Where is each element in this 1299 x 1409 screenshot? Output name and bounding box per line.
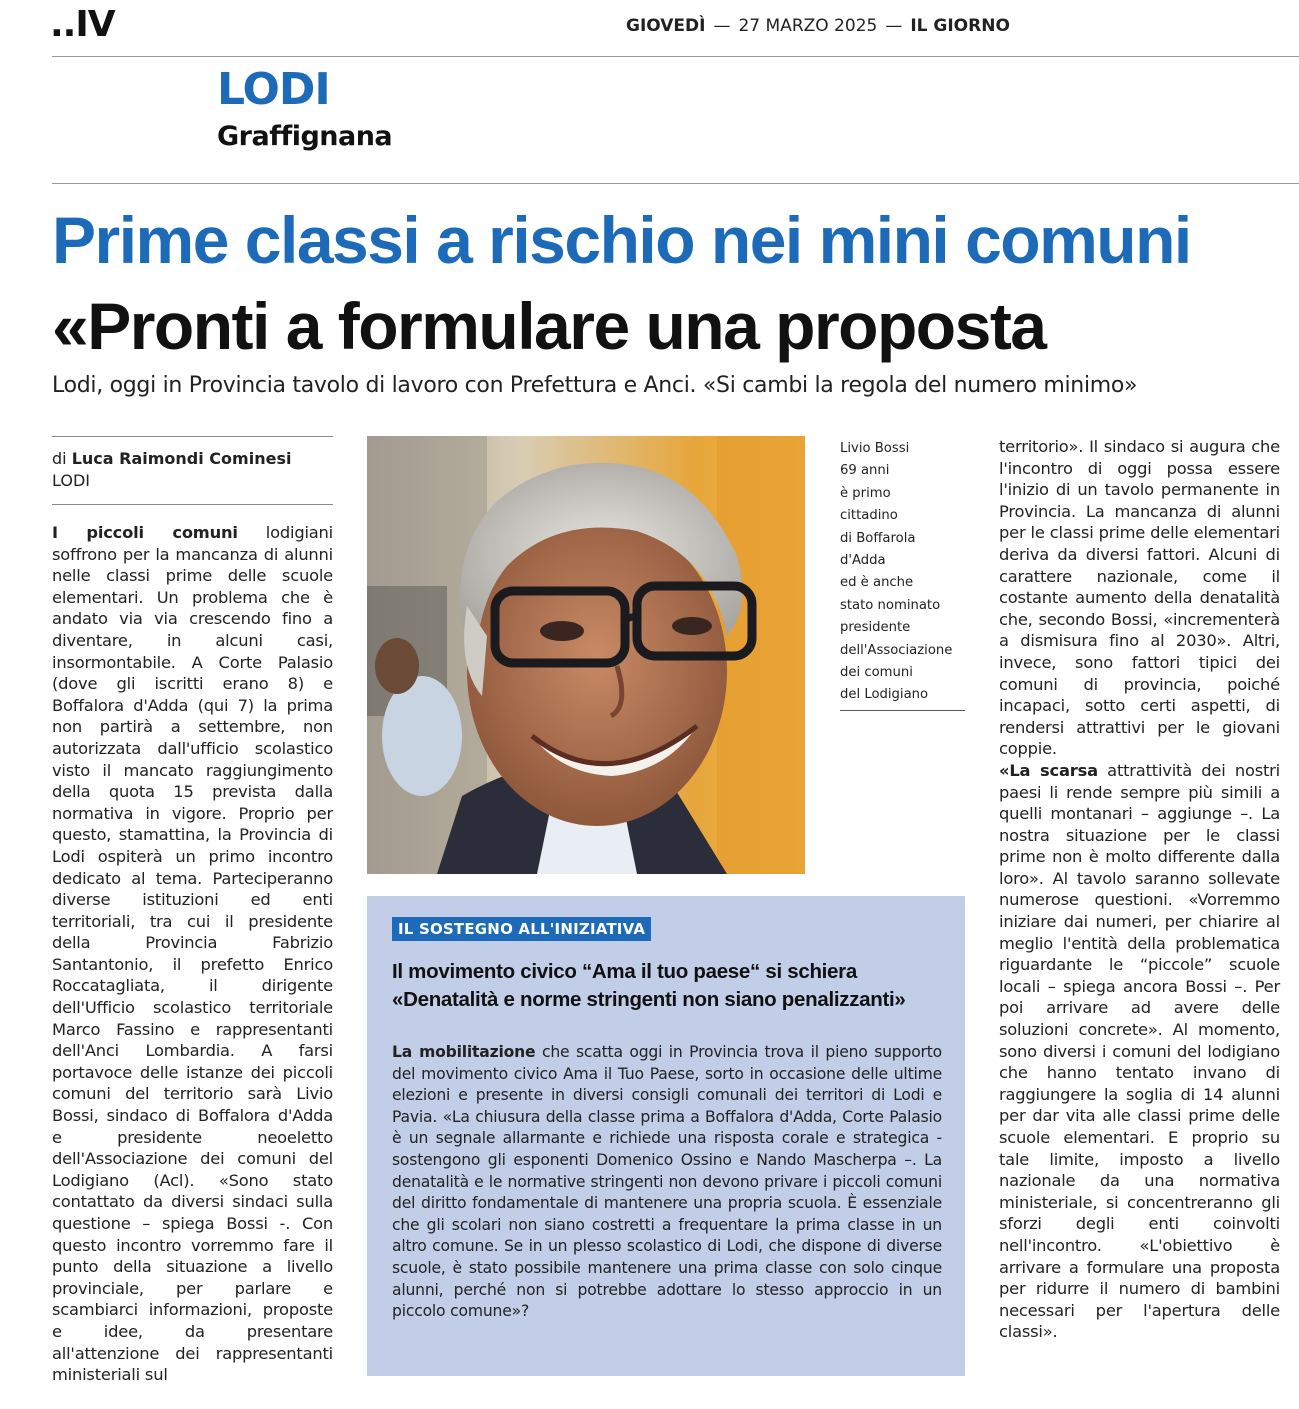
portrait-image	[367, 436, 805, 874]
portrait-photo	[367, 436, 805, 874]
dateline	[626, 16, 1010, 36]
section-subtitle: Graffignana	[217, 121, 393, 152]
sidebar-title-line: Il movimento civico “Ama il tuo paese“ si schiera	[392, 960, 857, 983]
caption-line: dell'Associazione	[840, 642, 953, 658]
sidebar-title	[392, 958, 952, 1014]
caption-line: cittadino	[840, 508, 898, 524]
section-title: LODI	[217, 64, 330, 115]
column-lead: «La scarsa	[999, 760, 1098, 780]
caption-line: 69 anni	[840, 463, 890, 479]
sidebar-tag: IL SOSTEGNO ALL'INIZIATIVA	[392, 917, 651, 941]
headline: Prime classi a rischio nei mini comuni	[52, 203, 1191, 277]
caption-rule	[840, 710, 965, 711]
sidebar-title-line: «Denatalità e norme stringenti non siano penalizzanti»	[392, 988, 906, 1011]
caption-line: del Lodigiano	[840, 687, 929, 703]
column-text: attrattività dei nostri paesi li rende sempre più simili a quelli montanari – aggiunge –. La nostra situazione per le classi prime non è molto differente dalla loro». Al tavolo saranno sollevate numerose questioni. «Vorremmo iniziare dai numeri, per chiarire al meglio l'entità della problematica riguardante le “piccole” scuole locali – spiega ancora Bossi –. Per poi arrivare ad avere delle soluzioni concrete». Al momento, sono diversi i comuni del lodigiano che hanno tentato invano di raggiungere la soglia di 14 alunni per dar vita alle classi prime delle scuole elementari. E proprio su tale limite, imposto a livello nazionale da una normativa ministeriale, si concentreranno gli sforzi degli enti coinvolti nell'incontro. «L'obiettivo è arrivare a formulare una proposta per ridurre il numero di bambini necessari per l'apertura delle classi».	[999, 760, 1280, 1342]
caption-line: Livio Bossi	[840, 441, 910, 456]
caption-line: ed è anche	[840, 575, 914, 591]
caption-line: d'Adda	[840, 553, 886, 569]
article-column-3	[999, 436, 1280, 1343]
column-text: lodigiani soffrono per la mancanza di alunni nelle classi prime delle scuole elementari. Un problema che è andato via via crescendo fino a diventare, in alcuni casi, insormontabile. A Corte Palasio (dove gli iscritti erano 8) e Boffalora d'Adda (qui 7) la prima non partirà a settembre, non autorizzata dall'ufficio scolastico visto il mancato raggiungimento della quota 15 prevista dalla normativa in vigore. Proprio per questo, stamattina, la Provincia di Lodi ospiterà un primo incontro dedicato al tema. Parteciperanno diverse istituzioni ed enti territoriali, tra cui il presidente della Provincia Fabrizio Santantonio, il prefetto Enrico Roccatagliata, il dirigente dell'Ufficio scolastico territoriale Marco Fassino e rappresentanti dell'Anci Lombardia. A farsi portavoce delle istanze dei piccoli comuni del territorio sarà Livio Bossi, sindaco di Boffalora d'Adda e presidente neoeletto dell'Associazione dei comuni del Lodigiano (Acl). «Sono stato contattato da diversi sindaci sulla questione – spiega Bossi -. Con questo incontro vorremmo fare il punto della situazione a livello provinciale, per parlare e scambiarci informazioni, proposte e idee, da presentare all'attenzione dei rappresentanti ministeriali sul	[52, 523, 333, 1385]
dateline-newspaper: IL GIORNO	[910, 16, 1010, 36]
byline-rule-top	[52, 436, 333, 437]
author-name: Luca Raimondi Cominesi	[71, 449, 292, 468]
header-rule	[52, 56, 1299, 57]
photo-caption	[840, 438, 965, 707]
caption-line: dei comuni	[840, 665, 913, 681]
byline-rule-bottom	[52, 504, 333, 505]
headline-secondary: «Pronti a formulare una proposta	[52, 289, 1046, 363]
dateline-separator: —	[713, 16, 731, 36]
sidebar-box	[367, 896, 965, 1376]
sidebar-text: che scatta oggi in Provincia trova il pieno supporto del movimento civico Ama il Tuo Paese, sorto in occasione delle ultime elezioni e presente in diversi consigli comunali dei territori di Lodi e Pavia. «La chiusura della classe prima a Boffalora d'Adda, Corte Palasio è un segnale allarmante e richiede una risposta corale e strategica - sostengono gli esponenti Domenico Ossino e Nando Mascherpa –. La denatalità e le normative stringenti non devono privare i piccoli comuni del diritto fondamentale di mantenere una propria scuola. È essenziale che gli scolari non siano costretti a frequentare la prima classe in un altro comune. Se in un plesso scolastico di Lodi, che dispone di diverse scuole, è stato possibile mantenere una prima classe con solo cinque alunni, perché non si potrebbe adottare lo stesso approccio in un piccolo comune»?	[392, 1043, 942, 1321]
caption-line: presidente	[840, 620, 911, 636]
dateline-weekday: GIOVEDÌ	[626, 16, 706, 36]
caption-line: stato nominato	[840, 597, 941, 613]
byline	[52, 448, 291, 492]
article-column-1	[52, 522, 333, 1386]
column-text: territorio». Il sindaco si augura che l'incontro di oggi possa essere l'inizio di un tavolo permanente in Provincia. La mancanza di alunni per le classi prime delle elementari deriva da diversi fattori. Alcuni di carattere nazionale, come il costante aumento della denatalità che, secondo Bossi, «incrementerà a dismisura fino al 2030». Altri, invece, sono fattori tipici dei comuni di provincia, poiché incapaci, sotto certi aspetti, di rendersi attrattivi per le giovani coppie.	[999, 437, 1280, 759]
page-number: ..IV	[50, 4, 115, 45]
caption-line: è primo	[840, 485, 891, 501]
summary: Lodi, oggi in Provincia tavolo di lavoro con Prefettura e Anci. «Si cambi la regola del numero minimo»	[52, 373, 1138, 398]
caption-line: di Boffarola	[840, 530, 916, 546]
column-lead: I piccoli comuni	[52, 523, 238, 542]
sidebar-lead: La mobilitazione	[392, 1043, 536, 1061]
dateline-separator: —	[885, 16, 903, 36]
dateline-date: 27 MARZO 2025	[738, 16, 878, 36]
byline-location: LODI	[52, 471, 90, 490]
section-rule	[52, 183, 1299, 184]
sidebar-body	[392, 1042, 942, 1323]
byline-prefix: di	[52, 449, 67, 468]
